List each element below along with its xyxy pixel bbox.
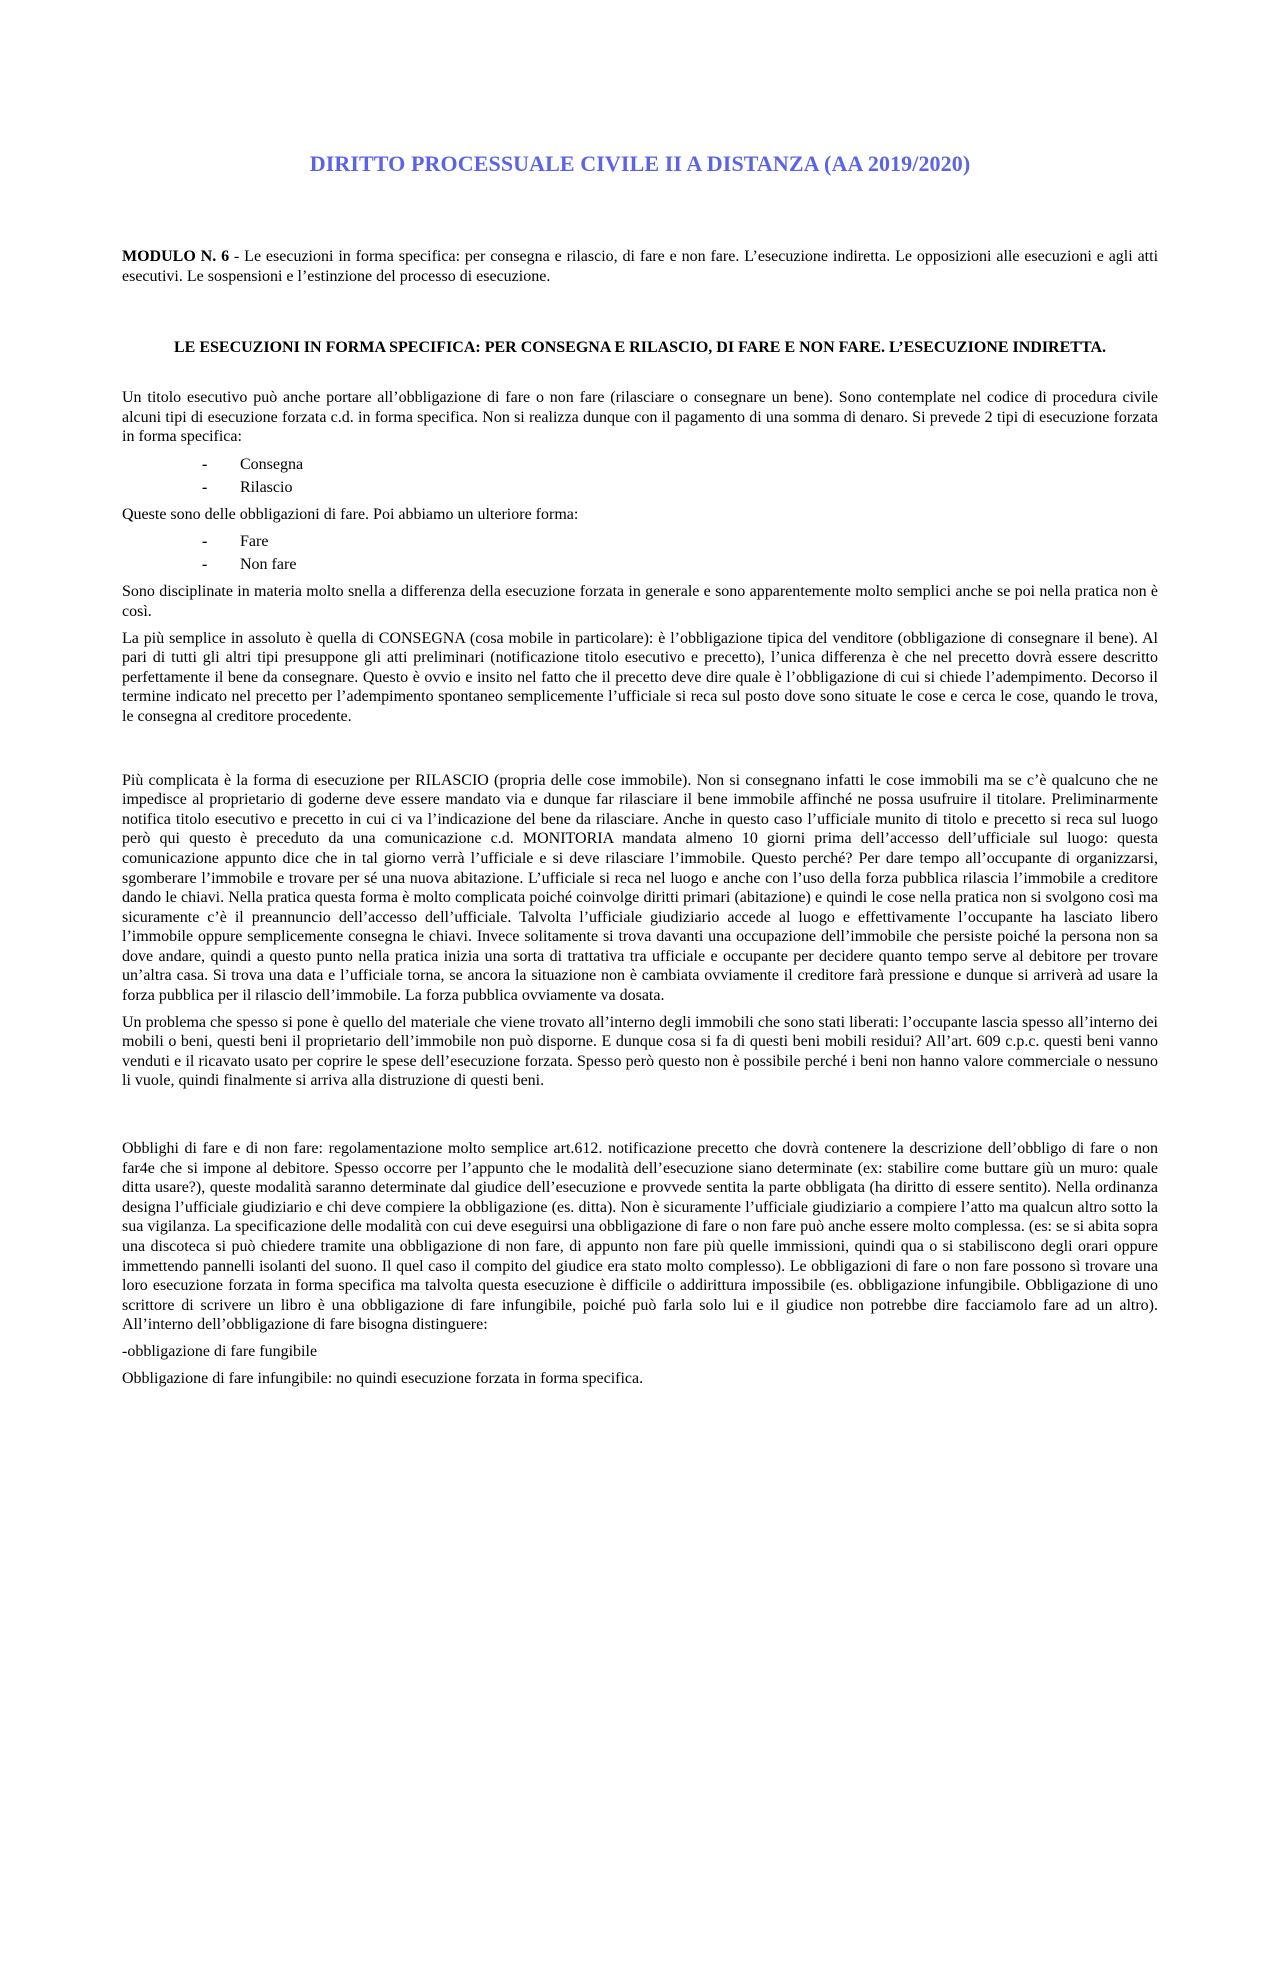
list-item: - Fare [122, 530, 1158, 553]
list-item: - Rilascio [122, 476, 1158, 499]
module-text: - Le esecuzioni in forma specifica: per consegna e rilascio, di fare e non fare. L’esecuzione indiretta. Le opposizioni alle esecuzioni e agli atti esecutivi. Le sospensioni e l’estinzione del processo di esecuzione. [122, 248, 1159, 285]
list-item: - Non fare [122, 553, 1158, 576]
paragraph-beni-residui: Un problema che spesso si pone è quello del materiale che viene trovato all’interno degli immobili che sono stati liberati: l’occupante lascia spesso all’interno dei mobili o beni, questi beni il proprietario dell’immobile non può disporne. E dunque cosa si fa di questi beni mobili residui? All’art. 609 c.p.c. questi beni vanno venduti e il ricavato usato per coprire le spese dell’esecuzione forzata. Spesso però questo non è possibile perché i beni non hanno valore commerciale o nessuno li vuole, quindi finalmente si arriva alla distruzione di questi beni. [122, 1013, 1158, 1090]
paragraph-fungibile: -obbligazione di fare fungibile [122, 1342, 318, 1360]
paragraph-intro: Un titolo esecutivo può anche portare all’obbligazione di fare o non fare (rilasciare o consegnare un bene). Sono contemplate nel codice di procedura civile alcuni tipi di esecuzione forzata c.d. in forma specifica. Non si realizza dunque con il pagamento di una somma di denaro. Si prevede 2 tipi di esecuzione forzata in forma specifica: [122, 389, 1158, 446]
paragraph-obblighi-fare: Obblighi di fare e di non fare: regolamentazione molto semplice art.612. notificazione precetto che dovrà contenere la descrizione dell’obbligo di fare o non far4e che si impone al debitore. Spesso occorre per l’appunto che le modalità dell’esecuzione siano determinate (ex: stabilire come buttare giù un muro: quale ditta usare?), queste modalità saranno determinate dal giudice dell’esecuzione e provvede sentita la parte obbligata (ha diritto di essere sentito). Nella ordinanza designa l’ufficiale giudiziario e chi deve compiere la obbligazione (es. ditta). Non è sicuramente l’ufficiale giudiziario a compiere l’atto ma qualcun altro sotto la sua vigilanza. La specificazione delle modalità con cui deve eseguirsi una obbligazione di fare o non fare può anche essere molto complessa. (es: se si abita sopra una discoteca si può chiedere tramite una obbligazione di non fare, di appunto non fare più quelle immissioni, quindi qua o si stabiliscono degli orari oppure immettendo pannelli isolanti del suono. Il quel caso il compito del giudice era stato molto complesso). Le obbligazioni di fare o non fare possono sì trovare una loro esecuzione forzata in forma specifica ma talvolta questa esecuzione è difficile o addirittura impossibile (es. obbligazione infungibile. Obbligazione di uno scrittore di scrivere un libro è una obbligazione di fare infungibile, poiché può farla solo lui e il giudice non potrebbe dire facciamolo fare ad un altro). All’interno dell’obbligazione di fare bisogna distinguere: [122, 1140, 1158, 1334]
module-summary [122, 247, 1158, 287]
paragraph-consegna: La più semplice in assoluto è quella di CONSEGNA (cosa mobile in particolare): è l’obbligazione tipica del venditore (obbligazione di consegnare il bene). Al pari di tutti gli altri tipi presuppone gli atti preliminari (notificazione titolo esecutivo e precetto), l’unica differenza è che nel precetto dovrà essere descritto perfettamente il bene da consegnare. Questo è ovvio e insito nel fatto che il precetto deve dire quale è l’obbligazione di cui si chiede l’adempimento. Decorso il termine indicato nel precetto per l’adempimento spontaneo semplicemente l’ufficiale si reca sul posto dove sono situate le cose e cerca le cose, quando le trova, le consegna al creditore procedente. [122, 629, 1158, 725]
paragraph-rilascio: Più complicata è la forma di esecuzione per RILASCIO (propria delle cose immobile). Non si consegnano infatti le cose immobili ma se c’è qualcuno che ne impedisce al proprietario di goderne deve essere mandato via e dunque far rilasciare il bene immobile affinché ne possa usufruire il titolare. Preliminarmente notifica titolo esecutivo e precetto in cui ci va l’indicazione del bene da rilasciare. Anche in questo caso l’ufficiale munito di titolo e precetto si reca sul luogo però qui questo è preceduto da una comunicazione c.d. MONITORIA mandata almeno 10 giorni prima dell’accesso dell’ufficiale sul luogo: questa comunicazione appunto dice che in tal giorno verrà l’ufficiale e si deve rilasciare l’immobile. Questo perché? Per dare tempo all’occupante di organizzarsi, sgomberare l’immobile e trovare per sé una nuova abitazione. L’ufficiale si reca nel luogo e anche con l’uso della forza pubblica rilascia l’immobile a creditore dando le chiavi. Nella pratica questa forma è molto complicata poiché coinvolge diritti primari (abitazione) e quindi le cose nella pratica non si svolgono così ma sicuramente c’è il preannuncio dell’accesso dell’ufficiale. Talvolta l’ufficiale giudiziario accede al luogo e effettivamente l’occupante ha lasciato libero l’immobile oppure semplicemente consegna le chiavi. Invece solitamente si trova davanti una occupazione dell’immobile che persiste poiché la persona non sa dove andare, quindi a questo punto nella pratica inizia una sorta di trattativa tra ufficiale e occupante per decidere quanto tempo serve al debitore per trovare un’altra casa. Si trova una data e l’ufficiale torna, se ancora la situazione non è cambiata ovviamente il creditore farà pressione e dunque si arriverà ad usare la forza pubblica per il rilascio dell’immobile. La forza pubblica ovviamente va dosata. [122, 771, 1158, 1005]
paragraph-infungibile: Obbligazione di fare infungibile: no quindi esecuzione forzata in forma specifica. [122, 1369, 644, 1387]
document-page [0, 151, 1280, 1962]
list-execution-types [122, 453, 1158, 499]
list-item: - Consegna [122, 453, 1158, 476]
document-title: DIRITTO PROCESSUALE CIVILE II A DISTANZA (AA 2019/2020) [309, 151, 971, 176]
paragraph-discipline: Sono disciplinate in materia molto snella a differenza della esecuzione forzata in generale e sono apparentemente molto semplici anche se poi nella pratica non è così. [122, 583, 1158, 620]
list-fare-types [122, 530, 1158, 576]
module-label: MODULO N. 6 [122, 248, 230, 265]
section-heading: LE ESECUZIONI IN FORMA SPECIFICA: PER CONSEGNA E RILASCIO, DI FARE E NON FARE. L’ESECUZIONE INDIRETTA. [173, 339, 1106, 356]
paragraph-obligations: Queste sono delle obbligazioni di fare. Poi abbiamo un ulteriore forma: [122, 505, 579, 523]
